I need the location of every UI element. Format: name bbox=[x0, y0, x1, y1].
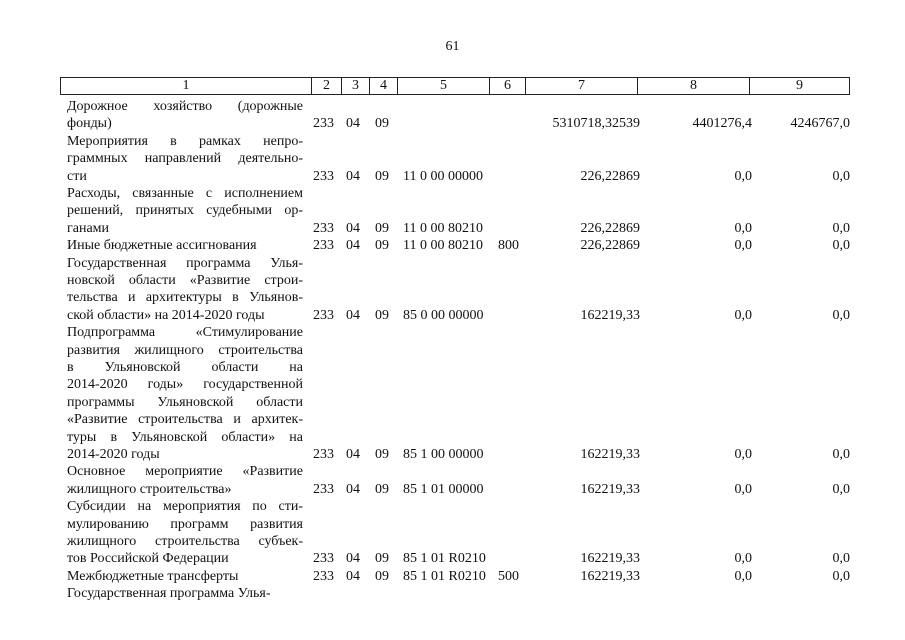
cell-c8: 0,0 bbox=[734, 481, 752, 497]
row-description bbox=[67, 463, 303, 498]
description-line: жилищного строительства» bbox=[67, 481, 232, 497]
cell-c2: 233 bbox=[313, 481, 334, 497]
description-line: фонды) bbox=[67, 116, 112, 132]
row-description bbox=[67, 585, 303, 602]
cell-c2: 233 bbox=[313, 220, 334, 236]
description-line: ганами bbox=[67, 220, 110, 236]
description-line: Иные бюджетные ассигнования bbox=[67, 238, 257, 254]
description-line: 2014-2020 годы» государственной bbox=[67, 377, 303, 393]
header-col-8: 8 bbox=[637, 78, 749, 94]
cell-c5: 11 0 00 80210 bbox=[403, 220, 483, 236]
header-col-3: 3 bbox=[341, 78, 369, 94]
description-line: Дорожное хозяйство (дорожные bbox=[67, 99, 303, 114]
description-line: тельства и архитектуры в Ульянов- bbox=[67, 290, 303, 306]
row-description bbox=[67, 568, 303, 585]
header-col-6: 6 bbox=[489, 78, 525, 94]
row-description bbox=[67, 98, 303, 133]
cell-c4: 09 bbox=[375, 446, 389, 462]
description-line: решений, принятых судебными ор- bbox=[67, 203, 303, 219]
cell-c8: 0,0 bbox=[734, 168, 752, 184]
description-line: развития жилищного строительства bbox=[67, 342, 303, 358]
cell-c3: 04 bbox=[346, 238, 360, 254]
header-col-1: 1 bbox=[182, 78, 190, 93]
cell-c9: 0,0 bbox=[832, 551, 850, 567]
cell-c2: 233 bbox=[313, 568, 334, 584]
cell-c5: 85 0 00 00000 bbox=[403, 307, 484, 323]
cell-c7: 5310718,32539 bbox=[552, 116, 640, 132]
cell-c8: 0,0 bbox=[734, 568, 752, 584]
cell-c5: 85 1 01 R0210 bbox=[403, 551, 486, 567]
description-line: сти bbox=[67, 168, 87, 184]
cell-c7: 162219,33 bbox=[580, 551, 640, 567]
cell-c7: 162219,33 bbox=[580, 481, 640, 497]
header-col-4: 4 bbox=[369, 78, 397, 94]
page-number: 61 bbox=[445, 39, 460, 54]
cell-c4: 09 bbox=[375, 481, 389, 497]
header-col-9: 9 bbox=[749, 78, 849, 94]
cell-c2: 233 bbox=[313, 446, 334, 462]
description-line: Межбюджетные трансферты bbox=[67, 568, 239, 584]
cell-c5: 85 1 01 R0210 bbox=[403, 568, 486, 584]
cell-c9: 0,0 bbox=[832, 568, 850, 584]
description-line: Основное мероприятие «Развитие bbox=[67, 464, 303, 480]
cell-c2: 233 bbox=[313, 168, 334, 184]
description-line: мулированию программ развития bbox=[67, 516, 303, 532]
cell-c7: 162219,33 bbox=[580, 307, 640, 323]
header-col-5: 5 bbox=[397, 78, 489, 94]
description-line: «Развитие строительства и архитек- bbox=[67, 412, 303, 428]
description-line: в Ульяновской области на bbox=[67, 360, 303, 375]
cell-c9: 0,0 bbox=[832, 220, 850, 236]
cell-c9: 0,0 bbox=[832, 238, 850, 254]
cell-c2: 233 bbox=[313, 116, 334, 132]
description-line: Мероприятия в рамках непро- bbox=[67, 133, 303, 149]
cell-c5: 85 1 01 00000 bbox=[403, 481, 484, 497]
cell-c3: 04 bbox=[346, 551, 360, 567]
row-description bbox=[67, 237, 303, 254]
header-col-2: 2 bbox=[311, 78, 341, 94]
cell-c3: 04 bbox=[346, 307, 360, 323]
row-description bbox=[67, 255, 303, 325]
description-line: Субсидии на мероприятия по сти- bbox=[67, 499, 303, 515]
cell-c4: 09 bbox=[375, 307, 389, 323]
cell-c4: 09 bbox=[375, 238, 389, 254]
cell-c7: 226,22869 bbox=[580, 220, 640, 236]
cell-c9: 0,0 bbox=[832, 307, 850, 323]
description-line: тов Российской Федерации bbox=[67, 551, 229, 567]
cell-c2: 233 bbox=[313, 238, 334, 254]
cell-c9: 0,0 bbox=[832, 168, 850, 184]
header-col-7: 7 bbox=[525, 78, 637, 94]
description-line: туры в Ульяновской области» на bbox=[67, 429, 303, 445]
row-description bbox=[67, 133, 303, 185]
description-line: жилищного строительства субъек- bbox=[67, 534, 303, 549]
cell-c3: 04 bbox=[346, 446, 360, 462]
row-description bbox=[67, 498, 303, 568]
table-header-row bbox=[60, 77, 850, 95]
cell-c6: 500 bbox=[498, 568, 519, 584]
cell-c8: 0,0 bbox=[734, 551, 752, 567]
cell-c6: 800 bbox=[498, 238, 519, 254]
cell-c3: 04 bbox=[346, 220, 360, 236]
cell-c9: 0,0 bbox=[832, 446, 850, 462]
description-line: граммных направлений деятельно- bbox=[67, 151, 303, 167]
cell-c4: 09 bbox=[375, 116, 389, 132]
cell-c4: 09 bbox=[375, 168, 389, 184]
description-line: Подпрограмма «Стимулирование bbox=[67, 325, 303, 341]
description-line: Государственная программа Улья- bbox=[67, 586, 271, 602]
cell-c4: 09 bbox=[375, 551, 389, 567]
cell-c7: 162219,33 bbox=[580, 446, 640, 462]
cell-c8: 0,0 bbox=[734, 446, 752, 462]
description-line: Государственная программа Улья- bbox=[67, 255, 303, 271]
cell-c2: 233 bbox=[313, 307, 334, 323]
description-line: ской области» на 2014-2020 годы bbox=[67, 307, 265, 323]
cell-c9: 4246767,0 bbox=[790, 116, 850, 132]
cell-c5: 11 0 00 00000 bbox=[403, 168, 483, 184]
cell-c3: 04 bbox=[346, 481, 360, 497]
cell-c5: 11 0 00 80210 bbox=[403, 238, 483, 254]
cell-c7: 162219,33 bbox=[580, 568, 640, 584]
cell-c8: 0,0 bbox=[734, 238, 752, 254]
cell-c4: 09 bbox=[375, 220, 389, 236]
cell-c9: 0,0 bbox=[832, 481, 850, 497]
row-description bbox=[67, 185, 303, 237]
cell-c7: 226,22869 bbox=[580, 238, 640, 254]
cell-c3: 04 bbox=[346, 568, 360, 584]
cell-c8: 0,0 bbox=[734, 220, 752, 236]
description-line: новской области «Развитие строи- bbox=[67, 273, 303, 288]
cell-c8: 4401276,4 bbox=[692, 116, 752, 132]
cell-c2: 233 bbox=[313, 551, 334, 567]
description-line: программы Ульяновской области bbox=[67, 394, 303, 410]
cell-c4: 09 bbox=[375, 568, 389, 584]
row-description bbox=[67, 324, 303, 463]
cell-c3: 04 bbox=[346, 168, 360, 184]
cell-c8: 0,0 bbox=[734, 307, 752, 323]
cell-c5: 85 1 00 00000 bbox=[403, 446, 484, 462]
description-line: 2014-2020 годы bbox=[67, 447, 160, 463]
cell-c3: 04 bbox=[346, 116, 360, 132]
cell-c7: 226,22869 bbox=[580, 168, 640, 184]
description-line: Расходы, связанные с исполнением bbox=[67, 186, 303, 201]
